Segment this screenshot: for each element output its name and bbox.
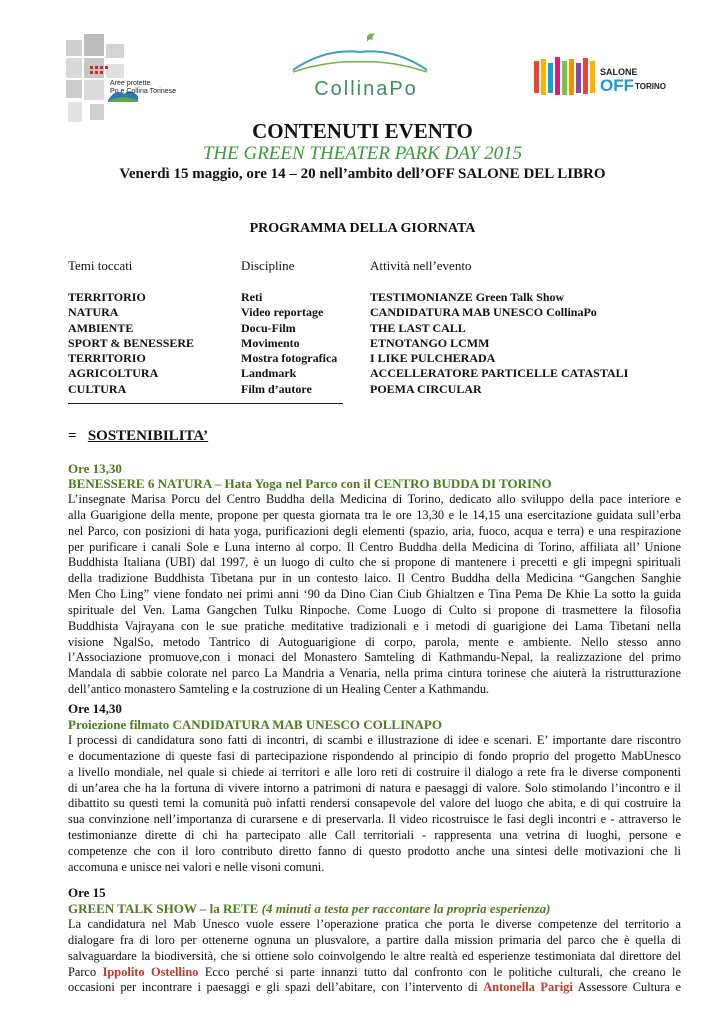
discipline-item: Film d’autore <box>241 381 312 396</box>
text-line: spirituale del Ven. Lama Gangchen Tulku Rinpoche. Come Luogo di Culto si propone di trasmettere la filosofia <box>68 602 681 617</box>
text-fragment: Parco <box>68 964 103 979</box>
text-line: Buddhista Italiana (UBI) dal 1997, è un luogo di culto che si propone di mantenere i precetti e gli impegni spirituali <box>68 555 681 570</box>
text-line-with-name <box>68 980 681 996</box>
text-line: competenze che con il loro contributo diretto fanno di questo prodotto anche una sintesi delle motivazioni che li <box>68 843 681 858</box>
small-grid-icon <box>88 64 114 76</box>
event-time: Ore 14,30 <box>68 701 122 716</box>
person-name: Antonella Parigi <box>483 980 573 995</box>
header-attivita: Attività nell’evento <box>370 258 472 273</box>
text-line: dibattito su questi temi la comunità può infatti rendersi consapevole del valore del luogo che abita, e di qui costruire la <box>68 796 681 811</box>
event-description <box>68 733 681 876</box>
divider <box>68 403 343 404</box>
temi-item: AGRICOLTURA <box>68 366 159 381</box>
temi-column <box>68 290 194 397</box>
attivita-item: I LIKE PULCHERADA <box>370 351 496 366</box>
aree-line-1: Aree protette <box>110 80 151 87</box>
attivita-column <box>370 290 628 397</box>
text-line: salvaguardare la biodiversità, che si ottiene solo coinvolgendo le altre realtà ed esperienze testimoniata dal direttore del <box>68 948 681 963</box>
text-fragment: Assessore Cultura e <box>572 980 681 995</box>
text-line: Mandala di sabbie colorate nel parco La Mandria a Venaria, nella prima cintura torinese che aiuterà la ristrutturazione <box>68 666 681 681</box>
salone-label: SALONE <box>600 67 638 77</box>
attivita-item: ACCELLERATORE PARTICELLE CATASTALI <box>370 366 629 381</box>
event-dateline: Venerdì 15 maggio, ore 14 – 20 nell’ambito dell’OFF SALONE DEL LIBRO <box>119 166 606 182</box>
temi-item: TERRITORIO <box>68 351 146 366</box>
event-time: Ore 15 <box>68 885 106 900</box>
temi-item: CULTURA <box>68 381 127 396</box>
aree-line-2: Po e Collina Torinese <box>110 88 177 95</box>
header-discipline: Discipline <box>241 258 295 273</box>
off-label: OFF <box>600 76 634 95</box>
text-line: nel Parco, con posizioni di hata yoga, purificazioni degli elementi (spazio, aria, fuoco, acqua e terra) e una respirazione <box>68 523 681 538</box>
temi-item: TERRITORIO <box>68 290 146 304</box>
collinapo-wordmark: CollinaPo <box>314 78 418 100</box>
text-line: per purificare i canali Sole e Luna interno al corpo. Il Centro Buddha della Medicina di Torino, affiliata all’ Unione <box>68 539 681 554</box>
event-heading: BENESSERE 6 NATURA – Hata Yoga nel Parco con il CENTRO BUDDA DI TORINO <box>68 476 552 491</box>
text-line: visione NgalSo, metodo Tantrico di Autoguarigione di corpo, parola, mente e ambiente. Nello stesso anno <box>68 634 681 649</box>
attivita-item: TESTIMONIANZE Green Talk Show <box>370 290 565 304</box>
text-line: l’Associazione promuove,con i monaci del Monastero Samteling di Kathmandu-Nepal, la realizzazione del primo <box>68 650 681 665</box>
text-line-with-name <box>68 965 681 981</box>
text-line: della tradizione Buddhista Tibetana pur in un contesto laico. Il Centro Buddha della Medicina “Gangchen Sanghie <box>68 571 681 586</box>
section-heading <box>68 428 208 445</box>
event-description <box>68 917 681 996</box>
text-line: Buddhista Vajrayana con le sue pratiche meditative tradizionali e i metodi di guarigione dei Lama Tibetani nella <box>68 618 681 633</box>
event-description <box>68 492 681 698</box>
torino-label: TORINO <box>635 82 666 91</box>
text-line: e documentazione di queste fasi di partecipazione rispondendo al principio di fondo proprio del progetto MabUnesco <box>68 748 681 763</box>
discipline-item: Movimento <box>241 335 300 350</box>
temi-item: NATURA <box>68 305 119 320</box>
temi-item: SPORT & BENESSERE <box>68 335 195 350</box>
text-fragment: Ecco perché si parte innanzi tutto dal confronto con le politiche culturali, che creano le <box>198 964 681 979</box>
text-line: accomuna e unisce nei valori e nelle visoni comuni. <box>68 859 325 874</box>
programma-heading: PROGRAMMA DELLA GIORNATA <box>249 221 476 236</box>
text-line: I processi di candidatura sono fatti di incontri, di scambi e illustrazione di idee e scenari. E’ importante dare riscontro <box>68 733 681 747</box>
attivita-item: THE LAST CALL <box>370 320 466 335</box>
discipline-item: Mostra fotografica <box>241 351 338 366</box>
leaf-icon <box>367 33 375 42</box>
discipline-item: Landmark <box>241 366 297 381</box>
attivita-item: POEMA CIRCULAR <box>370 381 482 396</box>
text-fragment: occasioni per incontrare i paesaggi e gli spazi dell’abitare, con l’intervento di <box>68 980 484 995</box>
text-line: dell’antico monastero Samteling e la costruzione di un Healing Center a Kathmandu. <box>68 682 490 697</box>
event-heading <box>68 901 551 917</box>
header-temi: Temi toccati <box>68 258 133 273</box>
attivita-item: CANDIDATURA MAB UNESCO CollinaPo <box>370 305 597 320</box>
text-line: a livello mondiale, nel quale si chiede ai territori e alle loro reti di costruire il dialogo a rete fra le diverse componenti <box>68 764 681 779</box>
section-title: SOSTENIBILITA’ <box>87 428 209 444</box>
text-line: alla Guarigione della mente, propone per questa giornata tra le ore 13,30 e le 14,15 una esercitazione guidata sull’erba <box>68 507 681 522</box>
page-subtitle: THE GREEN THEATER PARK DAY 2015 <box>202 143 523 164</box>
attivita-item: ETNOTANGO LCMM <box>370 335 490 350</box>
text-line: L’insegnate Marisa Porcu del Centro Buddha della Medicina di Torino, dedicato allo sviluppo della pace interiore e <box>68 492 681 506</box>
discipline-item: Docu-Film <box>241 320 296 335</box>
section-prefix: = <box>68 428 77 444</box>
page-title: CONTENUTI EVENTO <box>252 119 473 143</box>
text-line: Men Cho Ling” viene fondato nei primi anni ‘90 da Dino Cian Ciub Ghialtzen e Tina Pema De Khie La sotto la guida <box>68 587 681 602</box>
text-line: testimonianze dirette di chi ha partecipato alle Call territoriali - rappresenta una vetrina di luoghi, persone e <box>68 828 681 843</box>
text-line: di un’area che ha la fortuna di vivere intorno a patrimoni di natura e paesaggi di valore. Solo stimolando l’incontro e il <box>68 780 681 795</box>
event-time: Ore 13,30 <box>68 461 122 476</box>
event-heading-note: (4 minuti a testa per raccontare la propria esperienza) <box>261 901 551 916</box>
event-heading: Proiezione filmato CANDIDATURA MAB UNESCO COLLINAPO <box>68 717 442 732</box>
discipline-item: Video reportage <box>241 305 324 320</box>
text-line: dialogare fra di loro per ottenerne ognuna un plusvalore, a partire dalla mission primaria del parco che è quella di <box>68 932 681 947</box>
person-name: Ippolito Ostellino <box>102 964 199 979</box>
discipline-item: Reti <box>241 290 263 304</box>
event-heading-main: GREEN TALK SHOW – la RETE <box>68 901 259 916</box>
text-line: La candidatura nel Mab Unesco vuole essere l’operazione pratica che porta le diverse competenze del territorio a <box>68 917 681 931</box>
discipline-column <box>241 290 337 397</box>
temi-item: AMBIENTE <box>68 320 134 335</box>
text-line: sua convinzione nell’importanza di curarsene e di preservarla. Il video ricostruisce le fasi degli incontri e - attraverso le <box>68 812 681 827</box>
aree-protette-text <box>110 80 176 96</box>
